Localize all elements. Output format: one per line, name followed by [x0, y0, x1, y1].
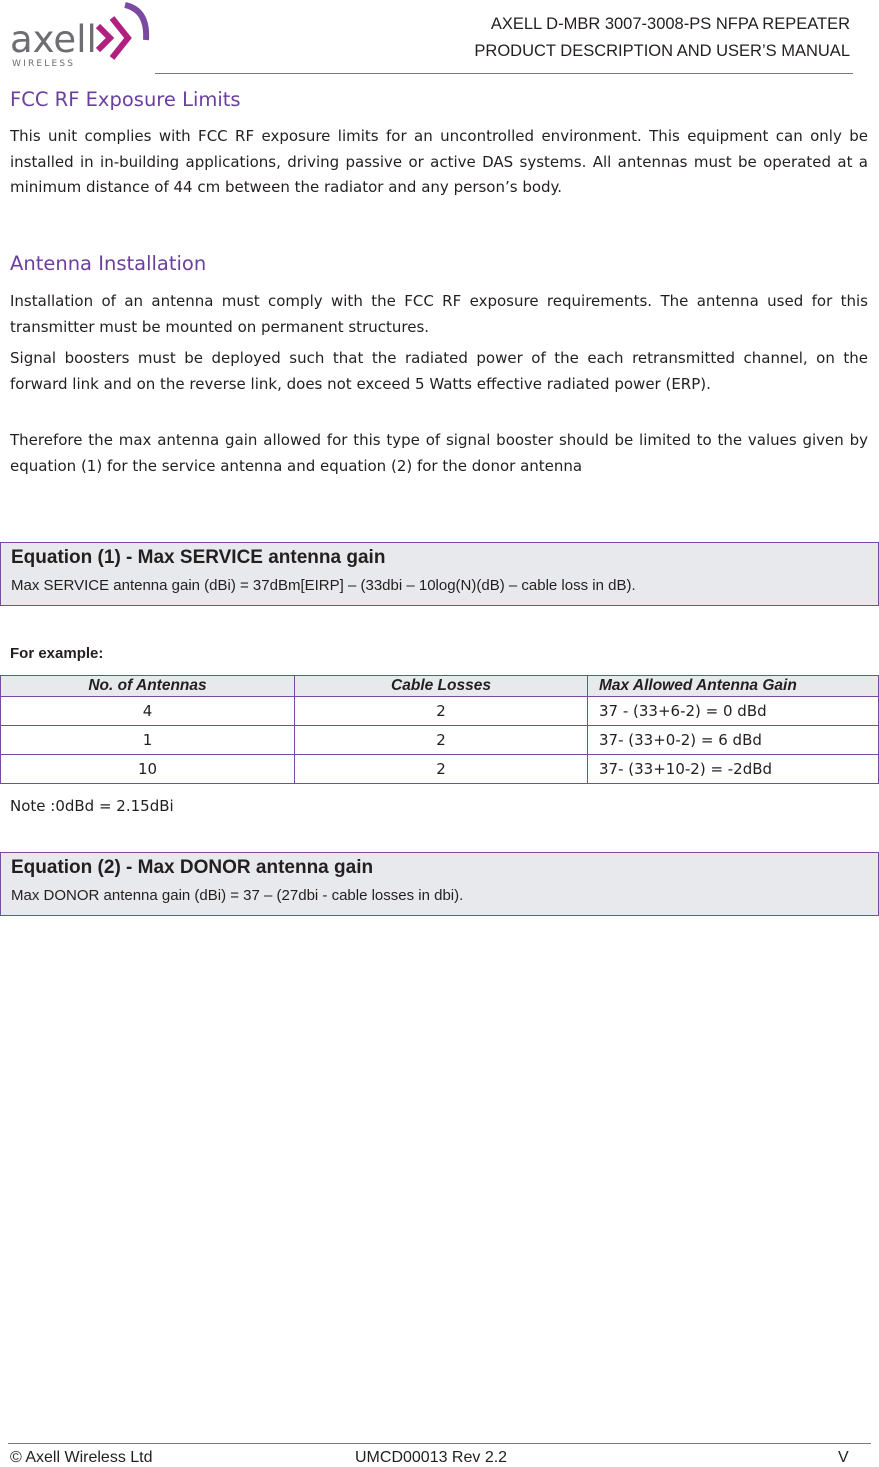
logo-subtext: WIRELESS — [12, 59, 76, 69]
logo-chevron-2 — [112, 18, 128, 58]
equation-1-title: Equation (1) - Max SERVICE antenna gain — [11, 547, 386, 568]
cell-cable-losses: 2 — [295, 697, 588, 726]
axell-wireless-logo — [10, 0, 150, 70]
col-header-antennas: No. of Antennas — [1, 676, 295, 697]
table-row — [1, 726, 879, 755]
col-header-cable-losses: Cable Losses — [295, 676, 588, 697]
cell-max-gain: 37- (33+0-2) = 6 dBd — [588, 726, 879, 755]
antenna-paragraph-1: Installation of an antenna must comply with the FCC RF exposure requirements. The antenna used for this transmitter must be mounted on permanent structures. — [10, 292, 868, 336]
cell-max-gain: 37 - (33+6-2) = 0 dBd — [588, 697, 879, 726]
example-note: Note :0dBd = 2.15dBi — [10, 797, 174, 815]
fcc-paragraph: This unit complies with FCC RF exposure limits for an uncontrolled environment. This equipment can only be installed in in-building applications, driving passive or active DAS systems. All antennas must be operated at a minimum distance of 44 cm between the radiator and any person’s body. — [10, 127, 868, 196]
table-row — [1, 697, 879, 726]
antenna-paragraph-3: Therefore the max antenna gain allowed for this type of signal booster should be limited to the values given by equation (1) for the service antenna and equation (2) for the donor antenna — [10, 431, 868, 475]
footer-copyright: © Axell Wireless Ltd — [10, 1449, 153, 1466]
cell-cable-losses: 2 — [295, 755, 588, 784]
table-row — [1, 755, 879, 784]
antenna-paragraph-2: Signal boosters must be deployed such that the radiated power of the each retransmitted channel, on the forward link and on the reverse link, does not exceed 5 Watts effective radiated power (ERP). — [10, 349, 868, 393]
cell-max-gain: 37- (33+10-2) = -2dBd — [588, 755, 879, 784]
header-title — [474, 11, 850, 65]
footer-rule — [8, 1443, 871, 1444]
header-rule — [155, 73, 853, 74]
col-header-max-gain: Max Allowed Antenna Gain — [588, 676, 879, 697]
fcc-heading: FCC RF Exposure Limits — [10, 88, 241, 111]
footer-doc-id: UMCD00013 Rev 2.2 — [355, 1449, 508, 1466]
cell-antennas: 4 — [1, 697, 295, 726]
cell-cable-losses: 2 — [295, 726, 588, 755]
cell-antennas: 1 — [1, 726, 295, 755]
cell-antennas: 10 — [1, 755, 295, 784]
equation-2-box — [0, 852, 879, 916]
logo-graphic — [10, 0, 150, 70]
equation-1-body: Max SERVICE antenna gain (dBi) = 37dBm[EIRP] – (33dbi – 10log(N)(dB) – cable loss in dB). — [11, 577, 636, 594]
table-header-row — [1, 676, 879, 697]
example-table — [0, 675, 879, 784]
equation-1-box — [0, 542, 879, 606]
header-title-line2: PRODUCT DESCRIPTION AND USER’S MANUAL — [474, 42, 850, 60]
header-title-line1: AXELL D-MBR 3007-3008-PS NFPA REPEATER — [490, 15, 850, 33]
footer-page-number: V — [838, 1449, 849, 1466]
equation-2-title: Equation (2) - Max DONOR antenna gain — [11, 857, 374, 878]
logo-wordmark: axell — [10, 18, 97, 61]
antenna-heading: Antenna Installation — [10, 252, 207, 275]
equation-2-body: Max DONOR antenna gain (dBi) = 37 – (27dbi - cable losses in dbi). — [11, 887, 464, 904]
logo-chevron-1 — [98, 26, 110, 50]
example-label: For example: — [10, 645, 104, 662]
